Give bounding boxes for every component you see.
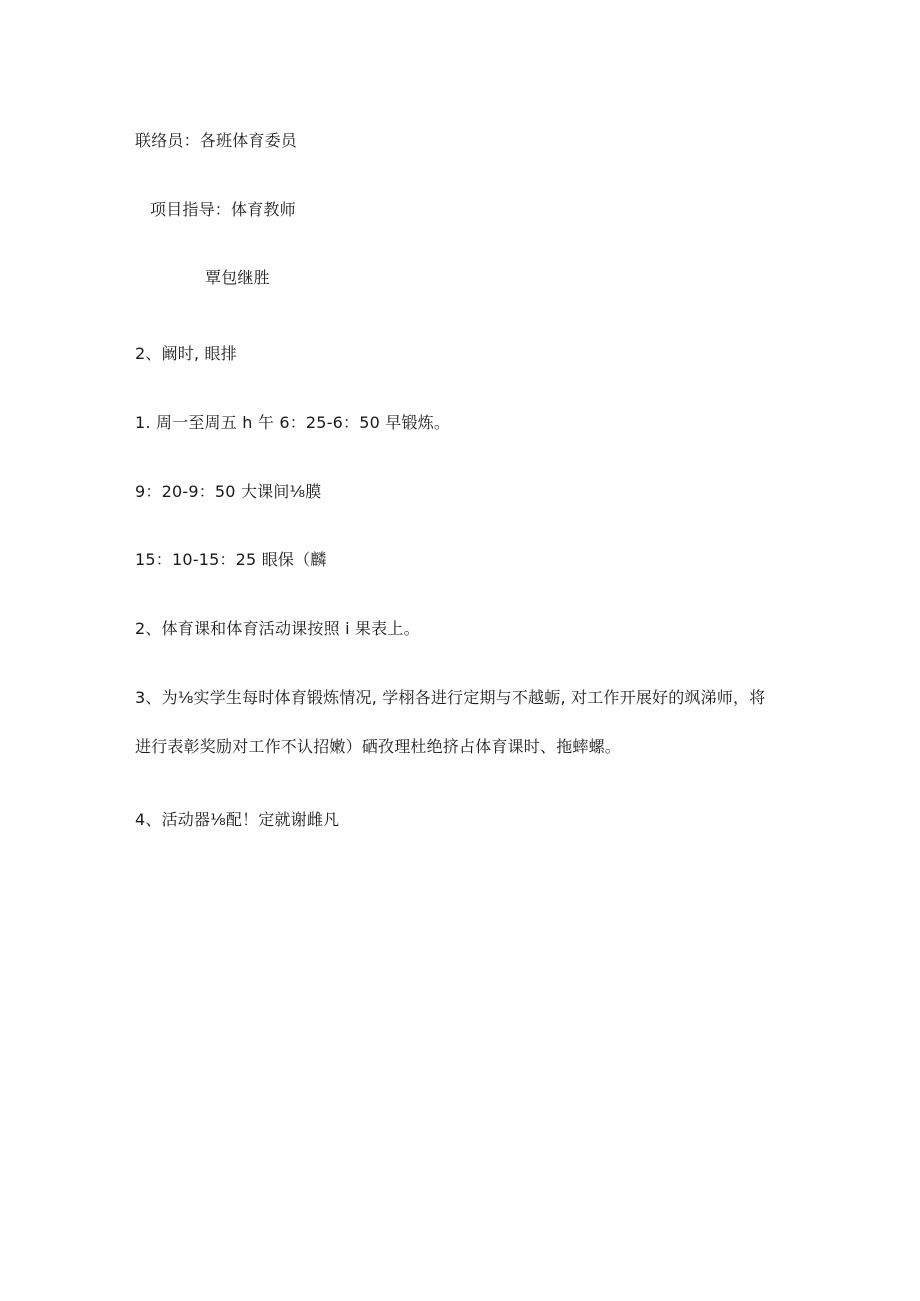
text-line-item-3: 3、为⅛实学生每时体育锻炼情况, 学栩各进行定期与不越蛎, 对工作开展好的飒涕师，将	[135, 688, 766, 707]
text-line-project-guide: 项目指导：体育教师	[150, 200, 296, 219]
text-line-item-2: 2、体育课和体育活动课按照 i 果表上。	[135, 619, 420, 638]
text-line-break-time: 9：20-9：50 大课间⅛膜	[135, 482, 322, 501]
text-line-item-3-cont: 进行表彰奖励对工作不认招嫩）硒孜理杜绝挤占体育课时、拖蟀螺。	[135, 737, 622, 756]
text-line-section-2: 2、阚时, 眼排	[135, 344, 237, 363]
text-line-liaison: 联络员：各班体育委员	[135, 131, 298, 150]
text-line-item-4: 4、活动器⅛配！定就谢雌凡	[135, 810, 340, 829]
text-line-name: 覃包继胜	[205, 268, 270, 287]
text-line-eye-exercise: 15：10-15：25 眼保（麟	[135, 550, 327, 569]
text-line-item-1: 1. 周一至周五 h 午 6：25-6：50 早锻炼。	[135, 413, 451, 432]
